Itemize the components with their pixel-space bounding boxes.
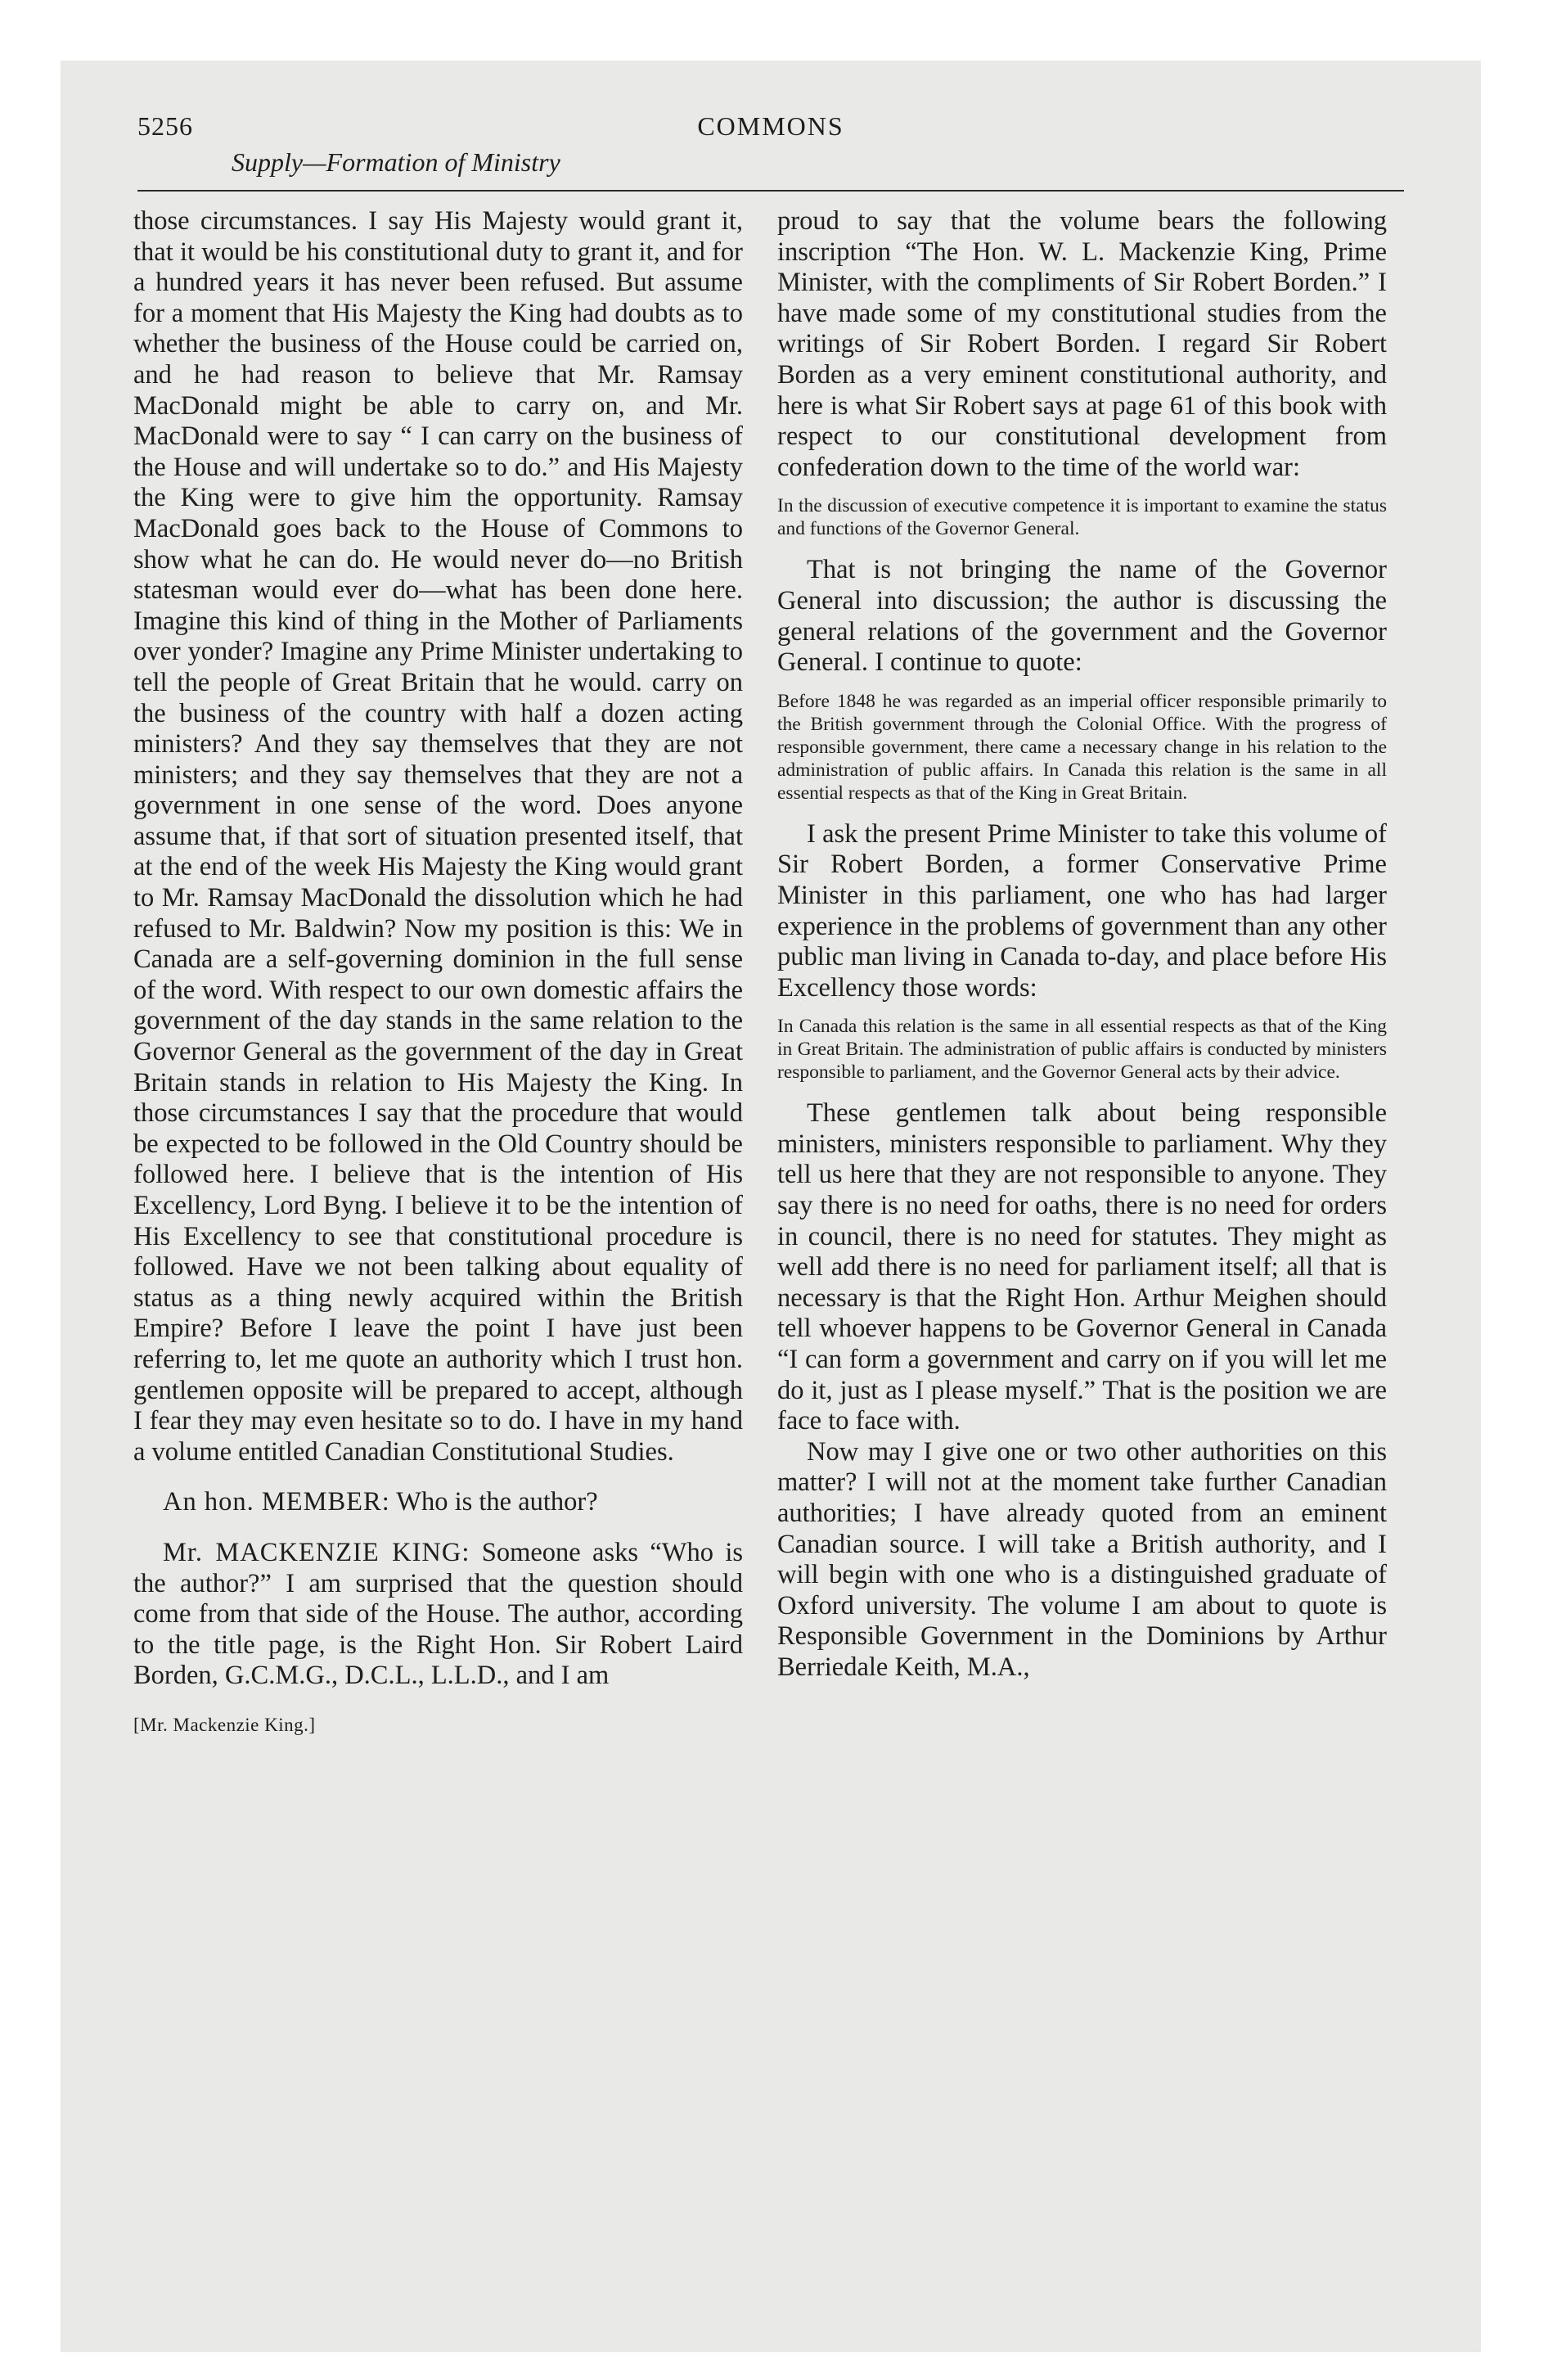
speech-paragraph [133,1487,743,1518]
paragraph: These gentlemen talk about being responsible ministers, ministers responsible to parliament. Why they tell us here that they are not responsible to anyone. They say there is no need for oaths, there is no need for orders in council, there is no need for statutes. They might as well add there is no need for parliament itself; all that is necessary is that the Right Hon. Arthur Meighen should tell whoever happens to be Governor General in Canada “I can form a government and carry on if you will let me do it, just as I please myself.” That is the position we are face to face with. [777,1098,1387,1436]
speech-text: Someone asks “Who is the author?” I am surprised that the question should come from that side of the House. The author, according to the title page, is the Right Hon. Sir Robert Laird Borden, G.C.M.G., D.C.L., L.L.D., and I am [133,1537,744,1691]
right-column [777,206,1387,1684]
paragraph: Now may I give one or two other authorities on this matter? I will not at the moment take further Canadian authorities; I have already quoted from an eminent Canadian source. I will take a British authority, and I will begin with one who is a distinguished graduate of Oxford university. The volume I am about to quote is Responsible Government in the Dominions by Arthur Berriedale Keith, M.A., [777,1436,1387,1682]
paragraph: those circumstances. I say His Majesty would grant it, that it would be his constitutional duty to grant it, and for a hundred years it has never been refused. But assume for a moment that His Majesty the King had doubts as to whether the business of the House could be carried on, and he had reason to believe that Mr. Ramsay MacDonald might be able to carry on, and Mr. MacDonald were to say “ I can carry on the business of the House and will undertake so to do.” and His Majesty the King were to give him the opportunity. Ramsay MacDonald goes back to the House of Commons to show what he can do. He would never do—no British statesman would ever do—what has been done here. Imagine this kind of thing in the Mother of Parliaments over yonder? Imagine any Prime Minister undertaking to tell the people of Great Britain that he would. carry on the business of the country with half a dozen acting ministers? And they say themselves that they are not ministers; and they say themselves that they are not a government in one sense of the word. Does anyone assume that, if that sort of situation presented itself, that at the end of the week His Majesty the King would grant to Mr. Ramsay MacDonald the dissolution which he had refused to Mr. Baldwin? Now my position is this: We in Canada are a self-governing dominion in the full sense of the word. With respect to our own domestic affairs the government of the day stands in the same relation to the Governor General as the government of the day in Great Britain stands in relation to His Majesty the King. In those circumstances I say that the procedure that would be expected to be followed in the Old Country should be followed here. I believe that is the intention of His Excellency, Lord Byng. I believe it to be the intention of His Excellency to see that constitutional procedure is followed. Have we not been talking about equality of status as a thing newly acquired within the British Empire? Before I leave the point I have just been referring to, let me quote an authority which I trust hon. gentlemen opposite will be prepared to accept, although I fear they may even hesitate so to do. I have in my hand a volume entitled Canadian Constitutional Studies. [133,206,743,1467]
speaker-footer-note: [Mr. Mackenzie King.] [133,1714,316,1735]
block-quote: In Canada this relation is the same in all essential respects as that of the King in Great Britain. The administration of public affairs is conducted by ministers responsible to parliament, and the Governor General acts by their advice. [777,1016,1387,1084]
speech-paragraph [133,1538,743,1692]
block-quote: Before 1848 he was regarded as an imperial officer responsible primarily to the British government through the Colonial Office. With the progress of responsible government, there came a necessary change in his relation to the administration of public affairs. In Canada this relation is the same in all essential respects as that of the King in Great Britain. [777,690,1387,804]
document-page [61,61,1481,2352]
block-quote: In the discussion of executive competence it is important to examine the status and functions of the Governor General. [777,495,1387,540]
running-head: COMMONS [697,111,844,141]
section-subhead: Supply—Formation of Ministry [232,147,560,177]
paragraph: proud to say that the volume bears the following inscription “The Hon. W. L. Mackenzie King, Prime Minister, with the compliments of Sir Robert Borden.” I have made some of my constitutional studies from the writings of Sir Robert Borden. I regard Sir Robert Borden as a very eminent constitutional authority, and here is what Sir Robert says at page 61 of this book with respect to our constitutional development from confederation down to the time of the world war: [777,206,1387,482]
speaker-name: Mr. MACKENZIE KING: [163,1537,470,1567]
page-number: 5256 [137,111,193,141]
paragraph: That is not bringing the name of the Governor General into discussion; the author is discussing the general relations of the government and the Governor General. I continue to quote: [777,555,1387,678]
speech-text: Who is the author? [396,1487,598,1517]
header-rule [137,190,1404,192]
speaker-name: An hon. MEMBER: [163,1487,390,1517]
page-header [137,110,1404,192]
left-column [133,206,743,1741]
paragraph: I ask the present Prime Minister to take this volume of Sir Robert Borden, a former Conservative Prime Minister in this parliament, one who has had larger experience in the problems of government than any other public man living in Canada to-day, and place before His Excellency those words: [777,818,1387,1003]
